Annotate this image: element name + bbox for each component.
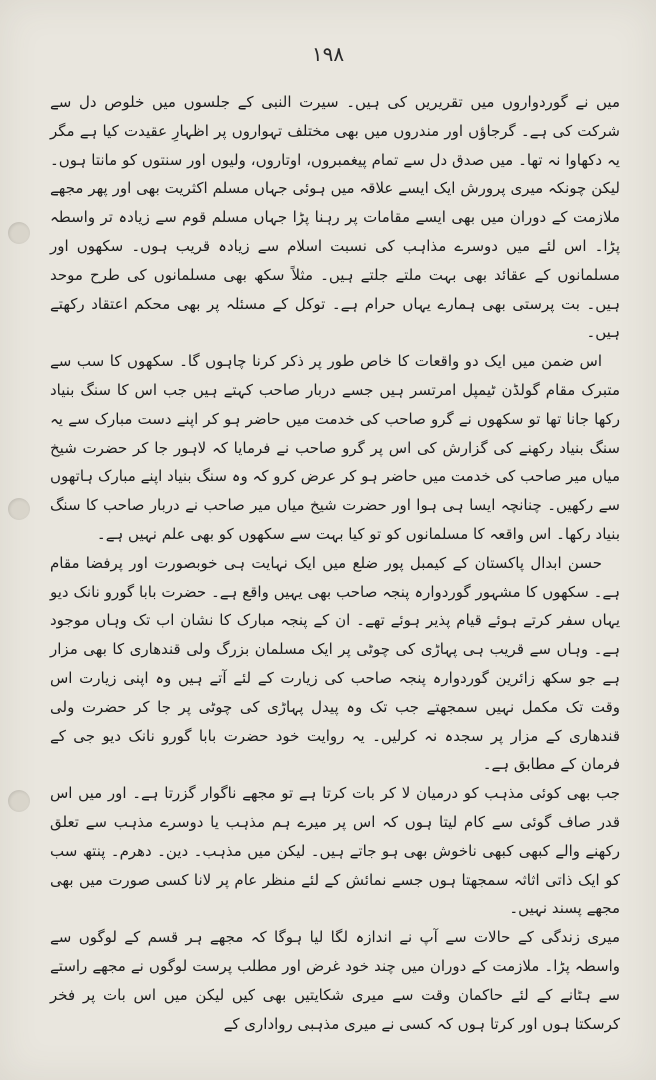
paragraph: جب بھی کوئی مذہب کو درمیان لا کر بات کرتا ہے تو مجھے ناگوار گزرتا ہے۔ اور میں اس قدر صاف گوئی سے کام لیتا ہوں کہ اس پر میرے ہم مذہب یا دوسرے مذہب سے تعلق رکھنے والے کبھی کبھی ناخوش بھی ہو جاتے ہیں۔ لیکن میں مذہب۔ دین۔ دھرم۔ پنتھ سب کو ایک ذاتی اثاثہ سمجھتا ہوں جسے نمائش کے لئے منظر عام پر لانا کسی صورت میں بھی مجھے پسند نہیں۔ (50, 784, 620, 918)
page-body (50, 88, 620, 1038)
page-number: ۱۹۸ (311, 42, 345, 66)
paragraph: میری زندگی کے حالات سے آپ نے اندازہ لگا لیا ہوگا کہ مجھے ہر قسم کے لوگوں سے واسطہ پڑا۔ ملازمت کے دوران میں چند خود غرض اور مطلب پرست لوگوں نے مجھے راستے سے ہٹانے کے لئے حاکمان وقت سے میری شکایتیں بھی کیں لیکن میں اس بات پر فخر کرسکتا ہوں اور کرتا ہوں کہ کسی نے میری مذہبی رواداری کے (50, 928, 620, 1033)
binding-hole (8, 790, 30, 812)
paragraph: حسن ابدال پاکستان کے کیمبل پور ضلع میں ایک نہایت ہی خوبصورت اور پرفضا مقام ہے۔ سکھوں کا مشہور گوردوارہ پنجہ صاحب بھی یہیں واقع ہے۔ حضرت بابا گورو نانک دیو یہاں سفر کرتے ہوئے قیام پذیر ہوئے تھے۔ ان کے پنجہ مبارک کا نشان اب تک وہاں موجود ہے۔ وہاں سے قریب ہی پہاڑی کی چوٹی پر ایک مسلمان بزرگ ولی قندھاری کا بھی مزار ہے جو سکھ زائرین گوردوارہ پنجہ صاحب کی زیارت کے لئے آتے ہیں وہ اپنی زیارت اس وقت تک مکمل نہیں سمجھتے جب تک وہ پیدل پہاڑی کی چوٹی پر جا کر حضرت ولی قندھاری کے مزار پر سجدہ نہ کرلیں۔ یہ روایت خود حضرت بابا گورو نانک دیو جی کے فرمان کے مطابق ہے۔ (50, 553, 620, 774)
binding-hole (8, 498, 30, 520)
binding-hole (8, 222, 30, 244)
paragraph: اس ضمن میں ایک دو واقعات کا خاص طور پر ذکر کرنا چاہوں گا۔ سکھوں کا سب سے متبرک مقام گولڈن ٹیمپل امرتسر ہیں جسے دربار صاحب کہتے ہیں جب اس کا سنگ بنیاد رکھا جانا تھا تو سکھوں نے گرو صاحب کی خدمت میں حاضر ہو کر اپنے دست مبارک سے یہ سنگ بنیاد رکھنے کی گزارش کی اس پر گرو صاحب نے فرمایا کہ لاہور جا کر حضرت شیخ میاں میر صاحب کی خدمت میں حاضر ہو کر عرض کرو کہ وہ سنگ بنیاد اپنے مبارک ہاتھوں سے رکھیں۔ چنانچہ ایسا ہی ہوا اور حضرت شیخ میاں میر صاحب نے دربار صاحب کا سنگ بنیاد رکھا۔ اس واقعہ کا مسلمانوں کو تو کیا بہت سے سکھوں کو بھی علم نہیں ہے۔ (50, 352, 620, 543)
paragraph: میں نے گوردواروں میں تقریریں کی ہیں۔ سیرت النبی کے جلسوں میں خلوص دل سے شرکت کی ہے۔ گرجاؤں اور مندروں میں بھی مختلف تہواروں پر اظہارِ عقیدت کیا ہے مگر یہ دکھاوا نہ تھا۔ میں صدق دل سے تمام پیغمبروں، اوتاروں، ولیوں اور سنتوں کو مانتا ہوں۔ لیکن چونکہ میری پرورش ایک ایسے علاقہ میں ہوئی جہاں مسلم اکثریت بھی اور پھر مجھے ملازمت کے دوران میں بھی ایسے مقامات پر رہنا پڑا جہاں مسلم قوم سے زیادہ تر واسطہ پڑا۔ اس لئے میں دوسرے مذاہب کی نسبت اسلام سے زیادہ قریب ہوں۔ سکھوں اور مسلمانوں کے عقائد بھی بہت ملتے جلتے ہیں۔ مثلاً سکھ بھی مسلمانوں کی طرح موحد ہیں۔ بت پرستی بھی ہمارے یہاں حرام ہے۔ توکل کے مسئلہ پر بھی محکم اعتقاد رکھتے ہیں۔ (50, 93, 620, 342)
